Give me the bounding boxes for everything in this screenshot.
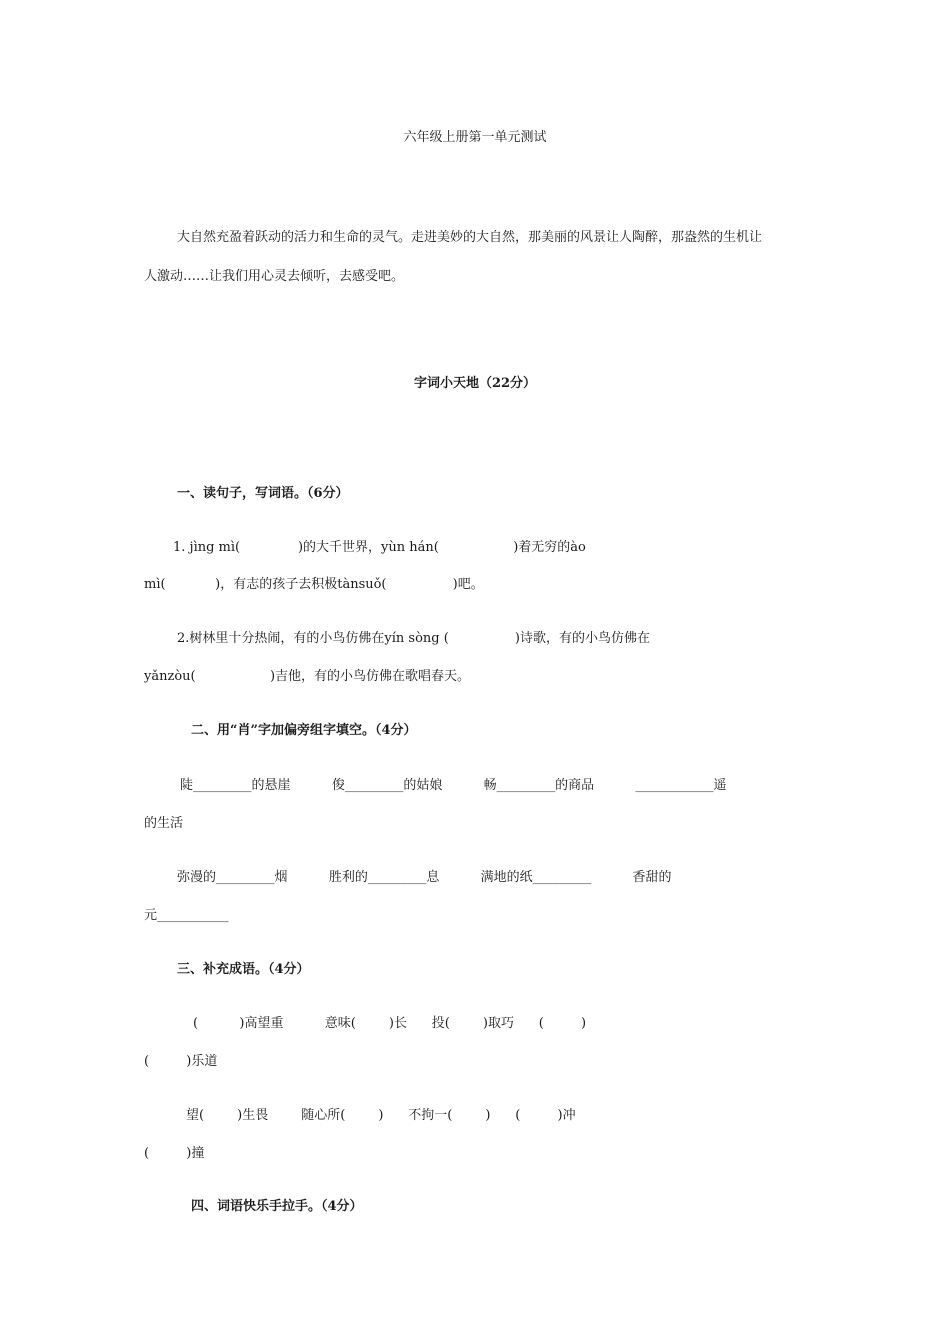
- q2-heading: 二、用“肖”字加偏旁组字填空。（4分）: [191, 723, 417, 738]
- q1-line-4: yǎnzòu( )吉他，有的小鸟仿佛在歌唱春天。: [144, 669, 471, 684]
- q3-line-4: ( )撞: [144, 1146, 205, 1161]
- q2-line-2: 的生活: [144, 816, 184, 831]
- section-heading: 字词小天地（22分）: [413, 376, 537, 391]
- q1-line-2: mì( )，有志的孩子去积极tànsuǒ( )吧。: [144, 577, 484, 592]
- intro-line-2: 人激动……让我们用心灵去倾听，去感受吧。: [144, 269, 405, 284]
- q3-line-2: ( )乐道: [144, 1054, 218, 1069]
- q3-line-3: 望( )生畏 随心所( ) 不拘一( ) ( )冲: [186, 1108, 576, 1123]
- intro-line-1: 大自然充盈着跃动的活力和生命的灵气。走进美妙的大自然，那美丽的风景让人陶醉，那盎然的生机让: [177, 230, 763, 245]
- q1-line-3: 2.树林里十分热闹，有的小鸟仿佛在yín sòng ( )诗歌，有的小鸟仿佛在: [177, 631, 650, 646]
- q1-line-1: 1. jìng mì( )的大千世界，yùn hán( )着无穷的ào: [173, 540, 586, 555]
- q3-line-1: ( )高望重 意味( )长 投( )取巧 ( ): [193, 1016, 587, 1031]
- q4-heading: 四、词语快乐手拉手。（4分）: [191, 1199, 363, 1214]
- q2-line-1: 陡_________的悬崖 俊_________的姑娘 畅_________的商品 ____________遥: [180, 778, 727, 793]
- q2-line-4: 元___________: [144, 908, 229, 923]
- page-title: 六年级上册第一单元测试: [403, 130, 547, 145]
- q1-heading: 一、读句子，写词语。（6分）: [177, 486, 349, 501]
- q2-line-3: 弥漫的_________烟 胜利的_________息 满地的纸_________ 香甜的: [177, 870, 672, 885]
- q3-heading: 三、补充成语。（4分）: [177, 962, 310, 977]
